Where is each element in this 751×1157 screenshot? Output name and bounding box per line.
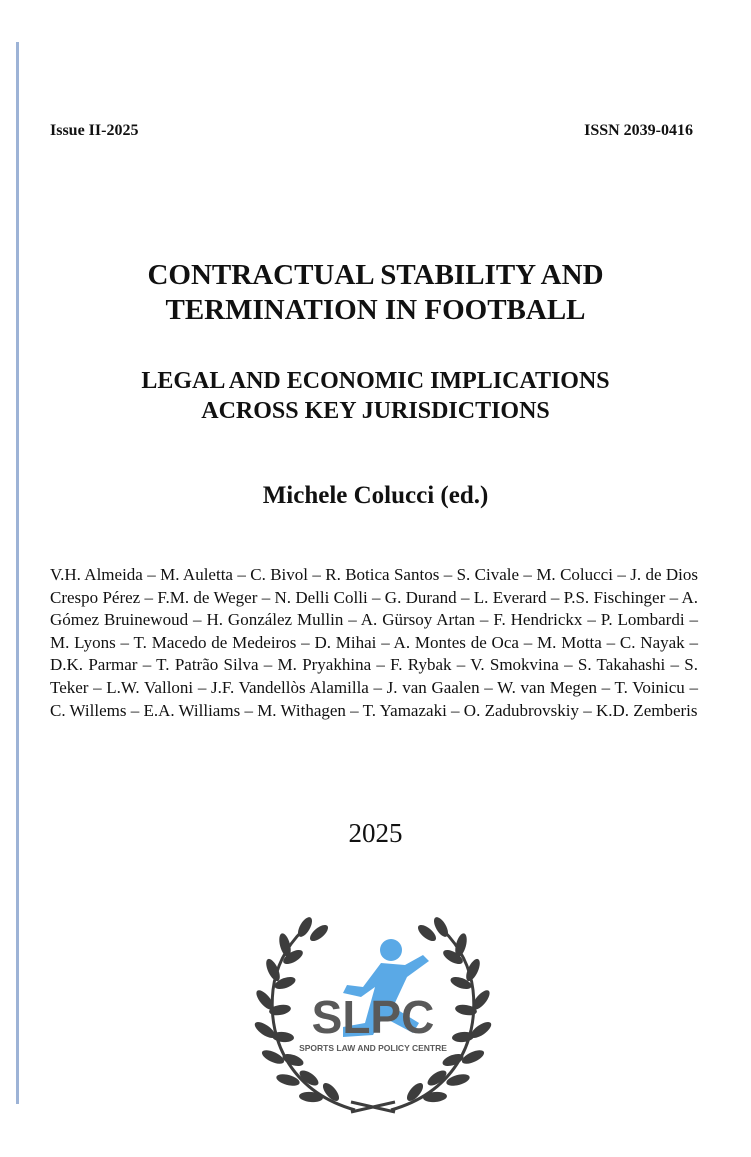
logo-full-name: SPORTS LAW AND POLICY CENTRE [299,1043,447,1053]
book-subtitle [0,366,751,426]
title-line-2: TERMINATION IN FOOTBALL [165,294,586,326]
subtitle-line-2: ACROSS KEY JURISDICTIONS [201,398,550,424]
issn-label: ISSN 2039-0416 [584,122,693,139]
subtitle-line-1: LEGAL AND ECONOMIC IMPLICATIONS [141,368,610,394]
logo-acronym: SLPC [311,991,435,1043]
publication-year: 2025 [348,818,403,848]
book-title [0,258,751,328]
laurel-ribbon [351,1102,395,1112]
slpc-logo-graphic [243,915,503,1120]
author-list: V.H. Almeida – M. Auletta – C. Bivol – R. Botica Santos – S. Civale – M. Colucci – J. de Dios Crespo Pérez – F.M. de Weger – N. Delli Colli – G. Durand – L. Everard – P.S. Fischinger – A. Gómez Bruinewoud – H. González Mullin – A. Gürsoy Artan – F. Hendrickx – P. Lombardi – M. Lyons – T. Macedo de Medeiros – D. Mihai – A. Montes de Oca – M. Motta – C. Nayak – D.K. Parmar – T. Patrão Silva – M. Pryakhina – F. Rybak – V. Smokvina – S. Takahashi – S. Teker – L.W. Valloni – J.F. Vandellòs Alamilla – J. van Gaalen – W. van Megen – T. Voinicu – C. Willems – E.A. Williams – M. Withagen – T. Yamazaki – O. Zadubrovskiy – K.D. Zemberis [50,565,698,720]
slpc-logo [243,915,503,1120]
title-line-1: CONTRACTUAL STABILITY AND [147,259,604,291]
page-edge-line [16,42,19,1104]
issue-label: Issue II-2025 [50,122,139,139]
editor-name: Michele Colucci (ed.) [262,482,489,509]
